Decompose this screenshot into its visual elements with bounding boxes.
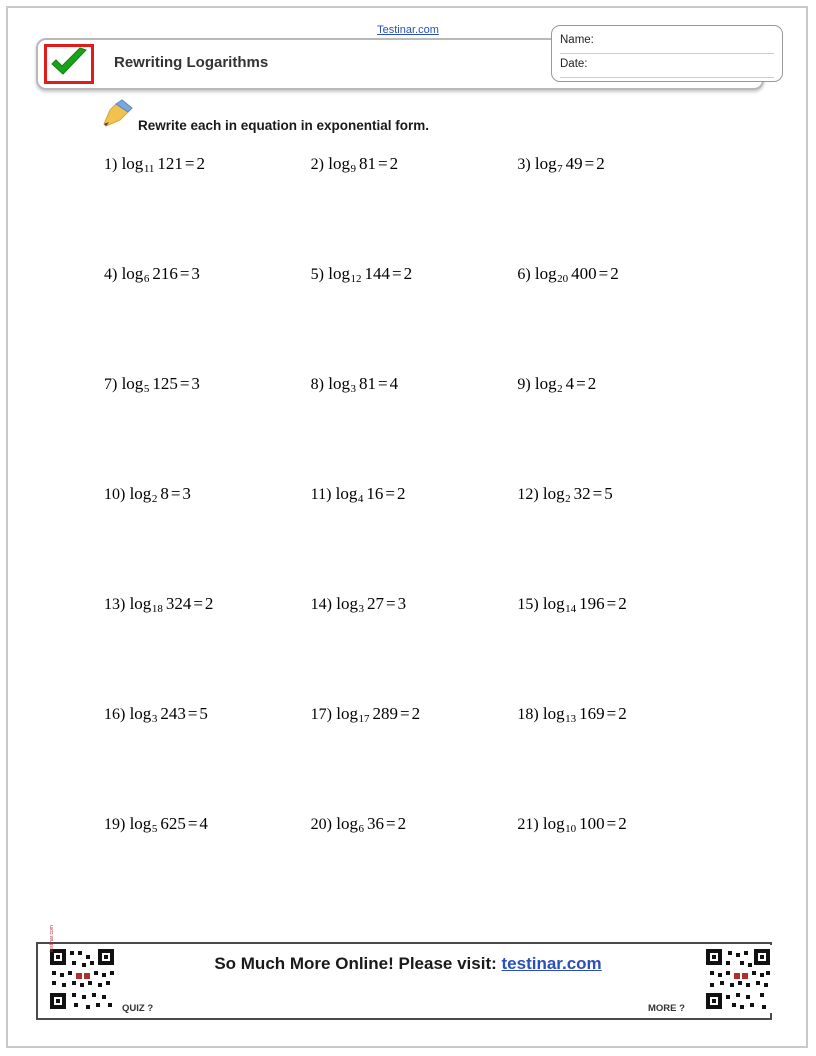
equals-sign: = (391, 264, 402, 283)
problem-item (104, 374, 311, 484)
log-base: 12 (350, 273, 362, 286)
equals-sign: = (606, 704, 617, 723)
equals-sign: = (187, 814, 198, 833)
equals-sign: = (385, 484, 395, 503)
problem-item (517, 264, 724, 374)
problem-number: 16) (104, 706, 126, 723)
log-base: 3 (151, 713, 158, 726)
log-word: log (129, 484, 152, 503)
instruction-text: Rewrite each in equation in exponential form. (138, 118, 430, 133)
log-base: 10 (565, 823, 577, 836)
problem-item (311, 154, 518, 264)
equals-sign: = (193, 594, 203, 613)
footer-promo (0, 954, 816, 974)
problem-row (104, 154, 724, 264)
equals-sign: = (399, 704, 410, 723)
problem-item (517, 154, 724, 264)
log-base: 3 (358, 603, 364, 616)
log-word: log (542, 594, 565, 613)
equals-sign: = (598, 264, 609, 283)
log-argument: 36 (366, 814, 384, 833)
log-base: 6 (358, 823, 364, 836)
problem-row (104, 374, 724, 484)
date-label: Date: (560, 58, 588, 70)
equals-sign: = (187, 704, 198, 723)
log-base: 20 (557, 273, 569, 286)
equals-sign: = (576, 374, 586, 393)
log-value: 5 (199, 704, 208, 723)
log-argument: 324 (165, 594, 192, 613)
log-word: log (336, 814, 358, 833)
problem-item (104, 594, 311, 704)
problem-number: 15) (517, 596, 539, 613)
log-argument: 100 (579, 814, 605, 833)
problem-item (311, 704, 518, 814)
problem-row (104, 484, 724, 594)
log-word: log (542, 484, 565, 503)
quiz-qr-side-text: testinar.com (49, 925, 55, 952)
log-base: 11 (143, 163, 155, 176)
problem-item (311, 264, 518, 374)
log-argument: 289 (372, 704, 398, 723)
log-argument: 216 (152, 264, 178, 283)
equals-sign: = (377, 374, 388, 393)
problem-number: 11) (310, 486, 332, 503)
problem-item (517, 704, 724, 814)
problem-number: 1) (104, 156, 118, 173)
log-argument: 125 (152, 374, 178, 393)
log-argument: 625 (160, 814, 186, 833)
problem-item (104, 484, 311, 594)
log-word: log (328, 154, 350, 173)
problem-item (104, 264, 311, 374)
problem-number: 20) (310, 816, 332, 833)
log-value: 2 (204, 594, 214, 613)
equals-sign: = (385, 814, 396, 833)
problem-number: 10) (104, 486, 126, 503)
log-argument: 49 (565, 154, 583, 173)
problem-number: 21) (517, 816, 539, 833)
problem-number: 6) (517, 266, 531, 283)
log-argument: 16 (366, 484, 384, 503)
log-value: 4 (389, 374, 399, 393)
log-value: 2 (610, 264, 619, 283)
problem-number: 5) (310, 266, 324, 283)
problem-item (311, 814, 518, 924)
log-value: 2 (618, 814, 627, 833)
log-argument: 196 (579, 594, 605, 613)
log-value: 2 (596, 154, 605, 173)
pencil-icon (100, 98, 140, 135)
log-argument: 81 (358, 374, 376, 393)
log-word: log (328, 264, 350, 283)
equals-sign: = (377, 154, 388, 173)
log-value: 2 (587, 374, 597, 393)
problem-row (104, 814, 724, 924)
log-base: 5 (143, 383, 150, 396)
log-word: log (534, 264, 557, 283)
footer-promo-text: So Much More Online! Please visit: (214, 954, 497, 973)
problem-number: 3) (517, 156, 531, 173)
log-base: 5 (151, 823, 158, 836)
problem-item (311, 594, 518, 704)
problem-number: 8) (310, 376, 324, 393)
log-word: log (129, 704, 152, 723)
problem-row (104, 594, 724, 704)
logo-checkmark-icon (44, 44, 94, 84)
log-base: 13 (565, 713, 577, 726)
log-word: log (542, 814, 565, 833)
problem-number: 14) (310, 596, 332, 613)
name-date-box (551, 25, 783, 82)
log-base: 14 (565, 603, 577, 616)
log-value: 2 (196, 154, 205, 173)
log-value: 2 (618, 594, 627, 613)
log-base: 18 (151, 603, 163, 616)
equals-sign: = (170, 484, 181, 503)
log-argument: 400 (571, 264, 597, 283)
log-word: log (121, 264, 144, 283)
log-word: log (328, 374, 350, 393)
problem-item (311, 374, 518, 484)
problem-list (104, 154, 724, 924)
log-word: log (121, 154, 144, 173)
equals-sign: = (385, 594, 396, 613)
log-argument: 243 (160, 704, 186, 723)
equals-sign: = (584, 154, 595, 173)
log-word: log (542, 704, 565, 723)
log-base: 6 (143, 273, 150, 286)
log-value: 3 (397, 594, 407, 613)
problem-number: 9) (517, 376, 531, 393)
log-argument: 32 (573, 484, 591, 503)
log-argument: 81 (358, 154, 376, 173)
quiz-label: QUIZ ? (122, 1003, 154, 1014)
problem-number: 17) (310, 706, 332, 723)
log-base: 2 (565, 493, 571, 506)
equals-sign: = (606, 594, 617, 613)
log-argument: 144 (364, 264, 390, 283)
log-base: 7 (557, 163, 563, 176)
problem-number: 12) (517, 486, 539, 503)
page-title: Rewriting Logarithms (114, 54, 269, 71)
log-value: 3 (191, 374, 200, 393)
problem-item (311, 484, 518, 594)
log-value: 2 (396, 484, 406, 503)
log-word: log (336, 594, 358, 613)
log-base: 3 (350, 383, 356, 396)
log-argument: 8 (160, 484, 169, 503)
log-value: 2 (411, 704, 421, 723)
equals-sign: = (606, 814, 617, 833)
log-value: 5 (604, 484, 613, 503)
log-base: 4 (357, 493, 364, 506)
log-value: 3 (191, 264, 200, 283)
log-base: 2 (151, 493, 158, 506)
site-link[interactable]: Testinar.com (377, 24, 439, 36)
date-rule (560, 77, 774, 78)
log-base: 17 (358, 713, 370, 726)
log-argument: 121 (157, 154, 183, 173)
log-word: log (129, 814, 152, 833)
log-argument: 4 (565, 374, 575, 393)
log-argument: 27 (366, 594, 384, 613)
problem-item (517, 594, 724, 704)
log-word: log (129, 594, 152, 613)
log-value: 3 (182, 484, 191, 503)
problem-item (104, 704, 311, 814)
problem-number: 7) (104, 376, 118, 393)
footer-promo-link[interactable]: testinar.com (501, 954, 602, 973)
problem-item (517, 814, 724, 924)
log-value: 4 (199, 814, 208, 833)
equals-sign: = (179, 264, 190, 283)
problem-row (104, 264, 724, 374)
problem-number: 19) (104, 816, 126, 833)
log-word: log (335, 484, 358, 503)
log-word: log (336, 704, 358, 723)
log-word: log (121, 374, 144, 393)
more-label: MORE ? (648, 1003, 685, 1014)
equals-sign: = (184, 154, 195, 173)
problem-number: 18) (517, 706, 539, 723)
log-value: 2 (403, 264, 413, 283)
equals-sign: = (179, 374, 190, 393)
log-base: 2 (557, 383, 563, 396)
problem-item (517, 374, 724, 484)
problem-number: 13) (104, 596, 126, 613)
problem-number: 2) (310, 156, 324, 173)
log-value: 2 (389, 154, 399, 173)
problem-row (104, 704, 724, 814)
name-label: Name: (560, 34, 594, 46)
log-base: 9 (350, 163, 356, 176)
problem-item (104, 154, 311, 264)
equals-sign: = (592, 484, 603, 503)
problem-number: 4) (104, 266, 118, 283)
problem-item (104, 814, 311, 924)
log-value: 2 (618, 704, 627, 723)
log-word: log (534, 154, 557, 173)
name-rule (560, 53, 774, 54)
log-argument: 169 (579, 704, 605, 723)
log-word: log (534, 374, 557, 393)
problem-item (517, 484, 724, 594)
log-value: 2 (397, 814, 407, 833)
